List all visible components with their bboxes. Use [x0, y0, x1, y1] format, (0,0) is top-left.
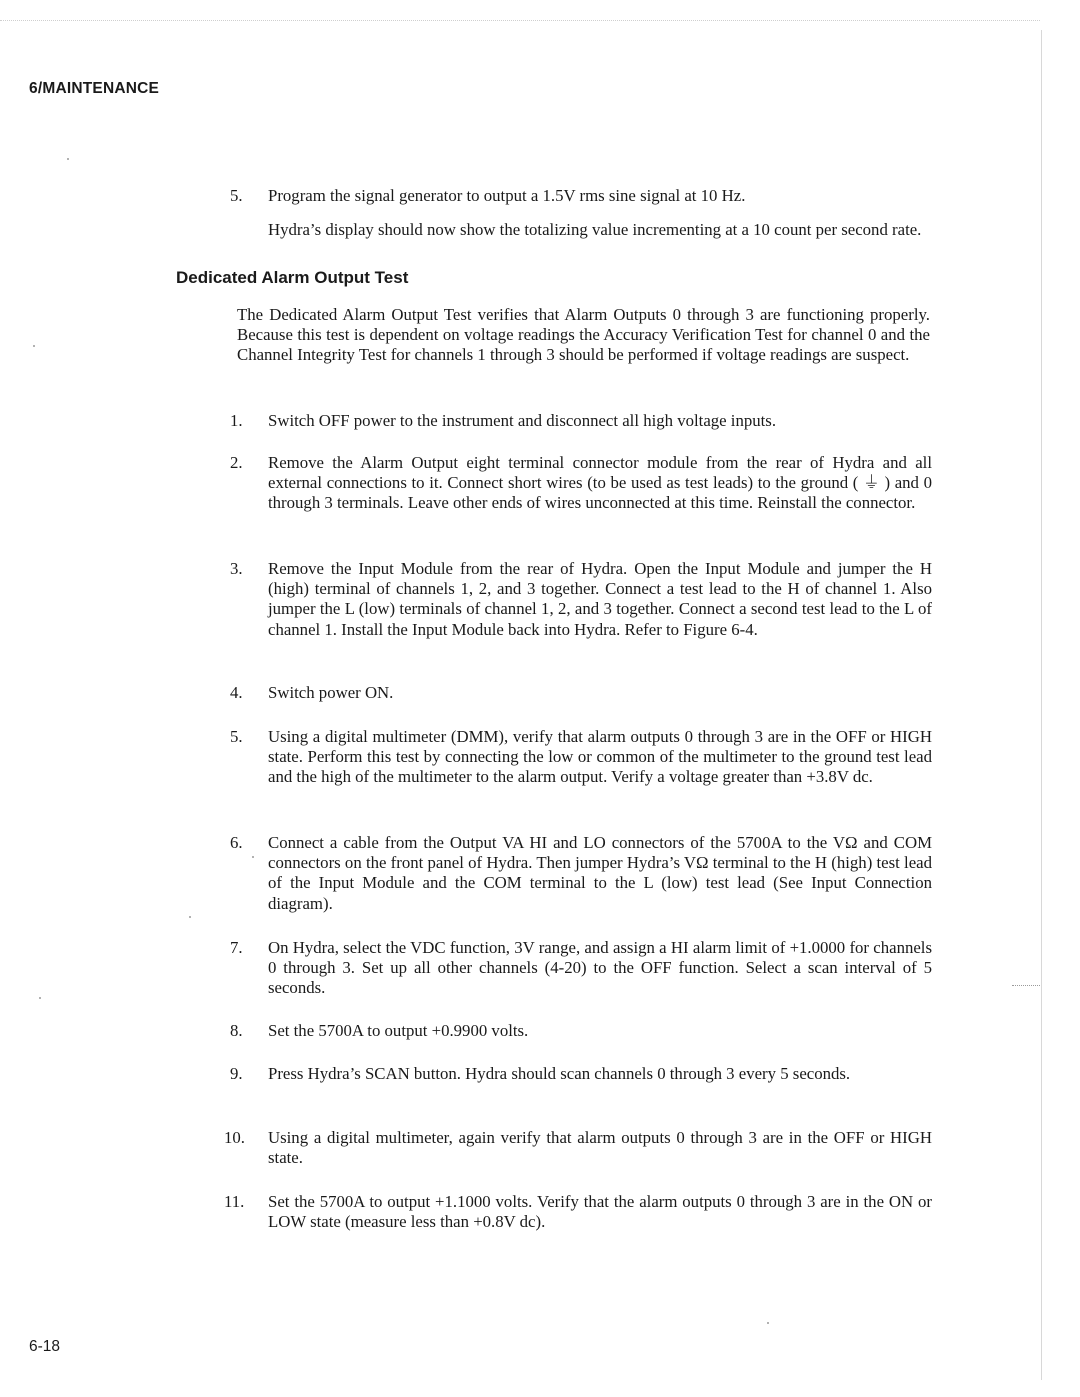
scan-speck: [67, 158, 69, 160]
scan-margin-mark: [1012, 985, 1040, 986]
step-text: Using a digital multimeter, again verify that alarm outputs 0 through 3 are in the OFF or HIGH state.: [268, 1128, 932, 1168]
step-continued-5: [230, 186, 932, 206]
step-text: Switch power ON.: [268, 683, 394, 702]
step-2: [230, 453, 932, 514]
step-number: 5.: [230, 727, 243, 746]
step-text: Program the signal generator to output a 1.5V rms sine signal at 10 Hz.: [268, 186, 746, 205]
step-number: 11.: [224, 1192, 245, 1211]
scan-speck: [189, 916, 191, 918]
step-number: 3.: [230, 559, 243, 578]
step-10: [224, 1128, 932, 1168]
step-7: [230, 938, 932, 999]
step-text: Remove the Input Module from the rear of Hydra. Open the Input Module and jumper the H (high) terminal of channels 1, 2, and 3 together. Connect a test lead to the H of channel 1. Also jumper the L (low) terminals of channel 1, 2, and 3 together. Connect a second test lead to the L of channel 1. Install the Input Module back into Hydra. Refer to Figure 6-4.: [268, 559, 932, 639]
step-5: [230, 727, 932, 788]
step-9: [230, 1064, 932, 1084]
step-5-note: Hydra’s display should now show the totalizing value incrementing at a 10 count per second rate.: [268, 220, 922, 239]
step-text: On Hydra, select the VDC function, 3V range, and assign a HI alarm limit of +1.0000 for channels 0 through 3. Set up all other channels (4-20) to the OFF function. Select a scan interval of 5 seconds.: [268, 938, 932, 998]
intro-paragraph: The Dedicated Alarm Output Test verifies that Alarm Outputs 0 through 3 are functioning properly. Because this test is dependent on voltage readings the Accuracy Verification Test for channel 0 and the Channel Integrity Test for channels 1 through 3 should be performed if voltage readings are suspect.: [237, 305, 930, 365]
step-number: 9.: [230, 1064, 243, 1083]
section-header: 6/MAINTENANCE: [29, 80, 160, 97]
step-number: 1.: [230, 411, 243, 430]
scan-right-edge: [1041, 30, 1042, 1380]
scan-speck: [39, 997, 41, 999]
step-text: Switch OFF power to the instrument and disconnect all high voltage inputs.: [268, 411, 777, 430]
step-3: [230, 559, 932, 640]
scan-speck: [33, 345, 35, 347]
scan-speck: [767, 1322, 769, 1324]
step-number: 2.: [230, 453, 243, 472]
step-number: 7.: [230, 938, 243, 957]
step-number: 8.: [230, 1021, 243, 1040]
page-number: 6-18: [29, 1338, 61, 1355]
step-text: Set the 5700A to output +1.1000 volts. Verify that the alarm outputs 0 through 3 are in the ON or LOW state (measure less than +0.8V dc).: [268, 1192, 932, 1232]
step-text: Connect a cable from the Output VA HI and LO connectors of the 5700A to the VΩ and COM connectors on the front panel of Hydra. Then jumper Hydra’s VΩ terminal to the H (high) test lead of the Input Module and the COM terminal to the L (low) test lead (See Input Connection diagram).: [268, 833, 932, 913]
section-heading: Dedicated Alarm Output Test: [176, 268, 409, 287]
step-text: Remove the Alarm Output eight terminal connector module from the rear of Hydra and all external connections to it. Connect short wires (to be used as test leads) to the ground ( ⏚ ) and 0 through 3 terminals. Leave other ends of wires unconnected at this time. Reinstall the connector.: [268, 453, 932, 513]
step-number: 4.: [230, 683, 243, 702]
step-number: 6.: [230, 833, 243, 852]
step-1: [230, 411, 932, 431]
step-text: Set the 5700A to output +0.9900 volts.: [268, 1021, 529, 1040]
step-6: [230, 833, 932, 914]
step-text: Using a digital multimeter (DMM), verify that alarm outputs 0 through 3 are in the OFF or HIGH state. Perform this test by connecting the low or common of the multimeter to the ground test lead and the high of the multimeter to the alarm output. Verify a voltage greater than +3.8V dc.: [268, 727, 932, 787]
scan-top-edge: [0, 20, 1040, 21]
step-4: [230, 683, 932, 703]
step-text: Press Hydra’s SCAN button. Hydra should scan channels 0 through 3 every 5 seconds.: [268, 1064, 851, 1083]
step-8: [230, 1021, 932, 1041]
step-11: [224, 1192, 932, 1232]
step-number: 10.: [224, 1128, 245, 1147]
step-number: 5.: [230, 186, 243, 205]
